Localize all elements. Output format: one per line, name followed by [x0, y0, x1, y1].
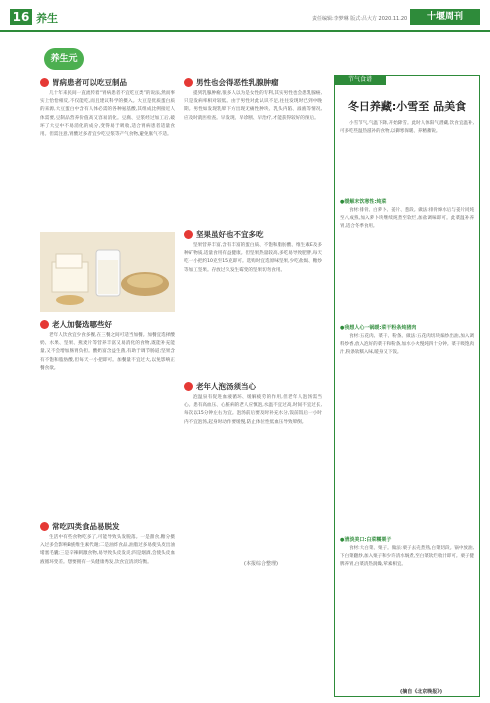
- article-title: 坚果虽好也不宜多吃: [184, 228, 322, 240]
- recipe-2: [340, 322, 474, 502]
- section-title: 养生: [36, 12, 58, 25]
- column-tag: 养生元: [44, 48, 84, 70]
- bullet-icon: [184, 230, 193, 239]
- article-body: 生活中有些食物吃多了,可能导致头发脱落。一是甜食,糖分摄入过多会影响B族维生素代谢;二是油炸食品,油脂过多易使头皮出油堵塞毛囊;三是辛辣刺激食物,易导致头皮发炎;四是烟酒,会使头皮血液循环变差。想要拥有一头健康秀发,饮食宜清淡均衡。: [40, 535, 175, 565]
- recipe-name: ●清淡美口:白菜糯栗子: [340, 537, 392, 543]
- page-header: [0, 0, 490, 32]
- recipe-name: ●我想人心一锅暖:菜干粉条炖猪肉: [340, 325, 417, 331]
- recipe-column-tag: 节气食谱: [334, 75, 386, 85]
- soy-products-image: [40, 232, 175, 312]
- article-hair-loss: [40, 520, 175, 696]
- recipe-column-title: 冬日养藏:小雪至 品美食: [347, 100, 467, 113]
- article-title: 常吃四类食品易脱发: [40, 520, 175, 532]
- article-stomach: [40, 76, 175, 226]
- bullet-icon: [40, 78, 49, 87]
- article-body: 泡温泉有促进血液循环、缓解疲劳的作用,但老年人泡汤需当心。患有高血压、心脏病的老人应慎泡,水温不宜过高,时间不宜过长,每次以15分钟左右为宜。泡汤前后要及时补充水分,饭前饭后一小时内不宜泡汤,起身时动作要缓慢,防止体位性低血压导致晕倒。: [184, 395, 322, 425]
- article-body: 几十年来民间一直流传着“胃病患者不宜吃豆类”的说法,然而事实上恰恰相反,不仅能吃,而且建议科学的摄入。大豆是优质蛋白质的来源,大豆蛋白中含有人体必需的各种氨基酸,其组成比例接近人体需要,豆制品营养价值高又容易消化。豆腐、豆浆经过加工后,破坏了大豆中不易消化的成分,变得易于吸收,适合胃病患者适量食用。但需注意,胃酸过多者宜少吃豆浆等产气食物,避免胀气不适。: [40, 91, 175, 138]
- article-nuts: [184, 228, 322, 378]
- recipe-intro: 小雪节气,气温下降,开始降雪。此时人体阳气潜藏,饮食宜温补,可多吃些温热滋补的食物,以御寒保暖、养精蓄锐。: [340, 121, 474, 134]
- article-hot-springs: [184, 380, 322, 550]
- bullet-icon: [184, 382, 193, 391]
- soy-products-photo: [40, 232, 175, 312]
- recipe-text: 食材:五花肉、菜干、粉条。做法:五花肉切块煸炒出油,加入调料炒香,放入泡好的菜干和粉条,加水小火慢炖四十分钟。菜干吸饱肉汁,粉条软糯入味,暖身又下饭。: [340, 334, 474, 355]
- recipe-text: 食材:大白菜、栗子。做法:栗子去壳煮熟,白菜切段。锅中放油,下白菜翻炒,加入栗子和少许清水焖煮,至白菜软烂收汁即可。栗子健脾养胃,白菜清热润燥,荤素相宜。: [340, 546, 474, 567]
- article-title: 胃病患者可以吃豆制品: [40, 76, 175, 88]
- recipe-name: ●缓解末饮寒性:炖菜: [340, 199, 387, 205]
- source-signature: (摘自《北京晚报》): [400, 689, 443, 695]
- article-body: 提到乳腺肿瘤,很多人以为是女性的专利,其实男性也会患乳腺癌,只是发病率相对较低。由于男性对此认识不足,往往发现时已到中晚期。男性如发现乳晕下方出现无痛性肿块、乳头内陷、溢液等情况,应及时就医检查。早发现、早诊断、早治疗,才能获得较好的预后。: [184, 91, 322, 121]
- newspaper-name: 十堰周刊: [410, 9, 480, 25]
- article-elderly-snacks: [40, 318, 175, 430]
- recipe-1: [340, 196, 474, 304]
- article-title: 老年人泡汤须当心: [184, 380, 322, 392]
- article-title: 老人加餐选哪些好: [40, 318, 175, 330]
- editor-line: 责任编辑:李梦琳 版式:吕大方 2020.11.20: [312, 16, 408, 22]
- bullet-icon: [40, 320, 49, 329]
- recipe-3: [340, 534, 474, 684]
- bullet-icon: [40, 522, 49, 531]
- article-body: 老年人饮食宜少食多餐,在三餐之间可适当加餐。加餐宜选择酸奶、水果、坚果、燕麦片等营养丰富又易消化的食物,既能补充能量,又不会增加肠胃负担。酸奶富含益生菌,有助于调节肠道;坚果含有不饱和脂肪酸,但每天一小把即可。加餐量不宜过大,以免影响正餐食欲。: [40, 333, 175, 371]
- photo-caption: (本报综合整理): [244, 561, 278, 567]
- article-title: 男性也会得恶性乳腺肿瘤: [184, 76, 322, 88]
- recipe-text: 食材:排骨、白萝卜、姜片、葱段。做法:排骨焯水后与姜片同炖至八成熟,加入萝卜块继续炖煮至软烂,加盐调味即可。此菜温补养胃,适合冬季食用。: [340, 208, 474, 229]
- bullet-icon: [184, 78, 193, 87]
- article-body: 坚果营养丰富,含有丰富的蛋白质、不饱和脂肪酸、维生素E及多种矿物质,适量食用有益健康。但坚果热量较高,多吃易导致肥胖,每天吃一小把约10克至15克即可。选购时宜选原味坚果,少吃盐焗、糖炒等加工坚果。存放过久发生霉变的坚果切勿食用。: [184, 243, 322, 273]
- article-male-breast: [184, 76, 322, 226]
- page-number: 16: [10, 9, 32, 25]
